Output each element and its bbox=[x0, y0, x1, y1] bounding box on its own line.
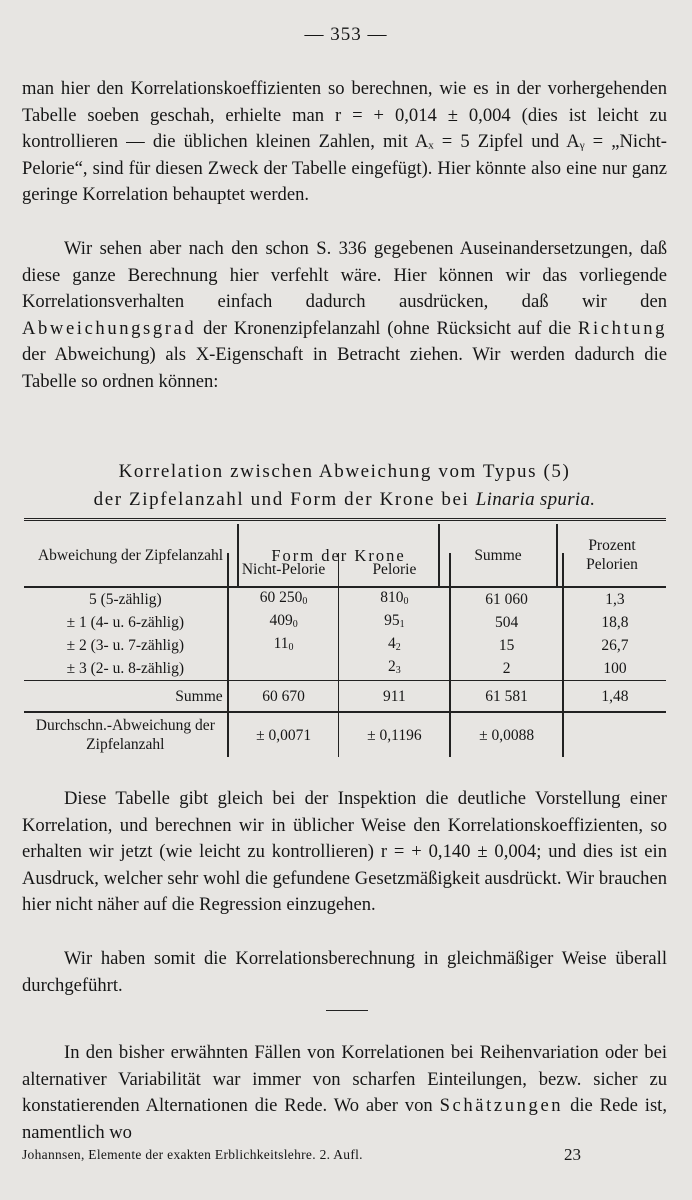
paragraph-2-part-a: Wir sehen aber nach den schon S. 336 gegebenen Auseinandersetzungen, daß diese ganze Berechnung hier verfehlt wäre. Hier können wir das vorliegende Korrelationsverhalten einfach dadurch ausdrücken, daß wir den bbox=[22, 238, 667, 312]
header-pelorie: Pelorie bbox=[339, 553, 450, 587]
paragraph-3-text: Diese Tabelle gibt gleich bei der Inspektion die deutliche Vorstellung einer Korrelation, und berechnen wir in üblicher Weise den Korrelationskoeffizienten, so erhalten wir jetzt (wie leicht zu kontrollieren) r = + 0,140 ± 0,004; und dies ist ein Ausdruck, welcher sehr wohl die gefundene Gesetzmäßigkeit ausdrückt. Wir brauchen hier nicht näher auf die Regression einzugehen. bbox=[22, 788, 667, 915]
sum-label: Summe bbox=[24, 681, 228, 713]
average-row bbox=[24, 712, 666, 757]
cell-prozent: 26,7 bbox=[563, 634, 666, 657]
row-label: ± 2 (3- u. 7-zählig) bbox=[66, 637, 185, 654]
page-footer bbox=[22, 1147, 667, 1163]
header-form-der-krone: Form der Krone bbox=[238, 524, 439, 587]
paragraph-2-part-b: der Kronenzipfelanzahl (ohne Rücksicht auf die bbox=[196, 317, 579, 339]
table-row bbox=[24, 634, 666, 657]
sum-prozent: 1,48 bbox=[563, 681, 666, 713]
cell-pelorie: $2_3$ bbox=[339, 657, 450, 681]
average-label: Durchschn.-Abweichung der Zipfelanzahl bbox=[35, 717, 215, 753]
cell-summe: 2 bbox=[450, 657, 563, 681]
sum-row bbox=[24, 681, 666, 713]
emphasis-schaetzungen: Schätzungen bbox=[439, 1095, 564, 1116]
paragraph-5 bbox=[22, 1040, 667, 1146]
caption-line-2-text: der Zipfelanzahl und Form der Krone bei bbox=[93, 489, 476, 510]
sum-pelorie: 911 bbox=[339, 681, 450, 713]
cell-pelorie: $95_1$ bbox=[339, 611, 450, 634]
cell-pelorie: $810_0$ bbox=[339, 587, 450, 611]
footer-signature-mark: 23 bbox=[564, 1145, 581, 1164]
emphasis-richtung: Richtung bbox=[578, 317, 667, 339]
cell-summe: 61 060 bbox=[450, 587, 563, 611]
cell-pelorie: $4_2$ bbox=[339, 634, 450, 657]
row-label: 5 (5-zählig) bbox=[88, 591, 162, 608]
correlation-table-body bbox=[24, 553, 666, 757]
header-abweichung: Abweichung der Zipfelanzahl bbox=[24, 524, 238, 587]
paragraph-5-part-b: die Rede ist, namentlich wo bbox=[22, 1095, 667, 1143]
cell-nicht-pelorie: $11_0$ bbox=[228, 634, 339, 657]
sum-nicht-pelorie: 60 670 bbox=[228, 681, 339, 713]
header-nicht-pelorie: Nicht-Pelorie bbox=[228, 553, 339, 587]
table-caption bbox=[22, 458, 667, 514]
average-summe: ± 0,0088 bbox=[450, 712, 563, 757]
row-label: ± 1 (4- u. 6-zählig) bbox=[66, 614, 185, 631]
cell-prozent: 18,8 bbox=[563, 611, 666, 634]
row-label: ± 3 (2- u. 8-zählig) bbox=[66, 660, 185, 677]
average-pelorie: ± 0,1196 bbox=[339, 712, 450, 757]
average-nicht-pelorie: ± 0,0071 bbox=[228, 712, 339, 757]
table-row bbox=[24, 657, 666, 681]
caption-line-1: Korrelation zwischen Abweichung vom Typus (5) bbox=[118, 461, 571, 482]
section-divider bbox=[326, 1010, 368, 1011]
cell-summe: 15 bbox=[450, 634, 563, 657]
paragraph-5-part-a: In den bisher erwähnten Fällen von Korrelationen bei Reihenvariation oder bei alternativer Variabilität war immer von scharfen Einteilungen, bezw. sicher zu konstatierenden Alternationen die Rede. Wo aber von bbox=[22, 1042, 667, 1116]
cell-summe: 504 bbox=[450, 611, 563, 634]
footer-citation: Johannsen, Elemente der exakten Erblichkeitslehre. 2. Aufl. bbox=[22, 1147, 363, 1162]
cell-prozent: 100 bbox=[563, 657, 666, 681]
caption-species: Linaria spuria. bbox=[475, 489, 596, 510]
page-number: — 353 — bbox=[304, 24, 388, 45]
paragraph-2-part-c: der Abweichung) als X-Eigenschaft in Betracht ziehen. Wir werden dadurch die Tabelle so ordnen können: bbox=[22, 344, 667, 392]
paragraph-4 bbox=[22, 946, 667, 999]
header-summe: Summe bbox=[439, 524, 557, 587]
cell-nicht-pelorie: $409_0$ bbox=[228, 611, 339, 634]
table-row bbox=[24, 587, 666, 611]
paragraph-4-text: Wir haben somit die Korrelationsberechnung in gleichmäßiger Weise überall durchgeführt. bbox=[22, 948, 667, 996]
paragraph-2 bbox=[22, 236, 667, 395]
cell-prozent: 1,3 bbox=[563, 587, 666, 611]
caption-line-2 bbox=[22, 486, 667, 514]
cell-nicht-pelorie: 60 $250_0$ bbox=[228, 587, 339, 611]
table-row bbox=[24, 611, 666, 634]
emphasis-abweichungsgrad: Abweichungsgrad bbox=[22, 317, 197, 339]
sum-summe: 61 581 bbox=[450, 681, 563, 713]
header-prozent: Prozent Pelorien bbox=[557, 524, 666, 587]
cell-nicht-pelorie bbox=[228, 657, 339, 681]
paragraph-3 bbox=[22, 786, 667, 919]
paragraph-1: man hier den Korrelationskoeffizienten so berechnen, wie es in der vorhergehenden Tabelle soeben geschah, erhielte man r = + 0,014 ± 0,004 (dies ist leicht zu kontrollieren — die üblichen kleinen Zahlen, mit Aₓ = 5 Zipfel und Aᵧ = „Nicht-Pelorie“, sind für diesen Zweck der Tabelle eingefügt). Hier könnte also eine nur ganz geringe Korrelation behauptet werden. bbox=[22, 78, 667, 205]
